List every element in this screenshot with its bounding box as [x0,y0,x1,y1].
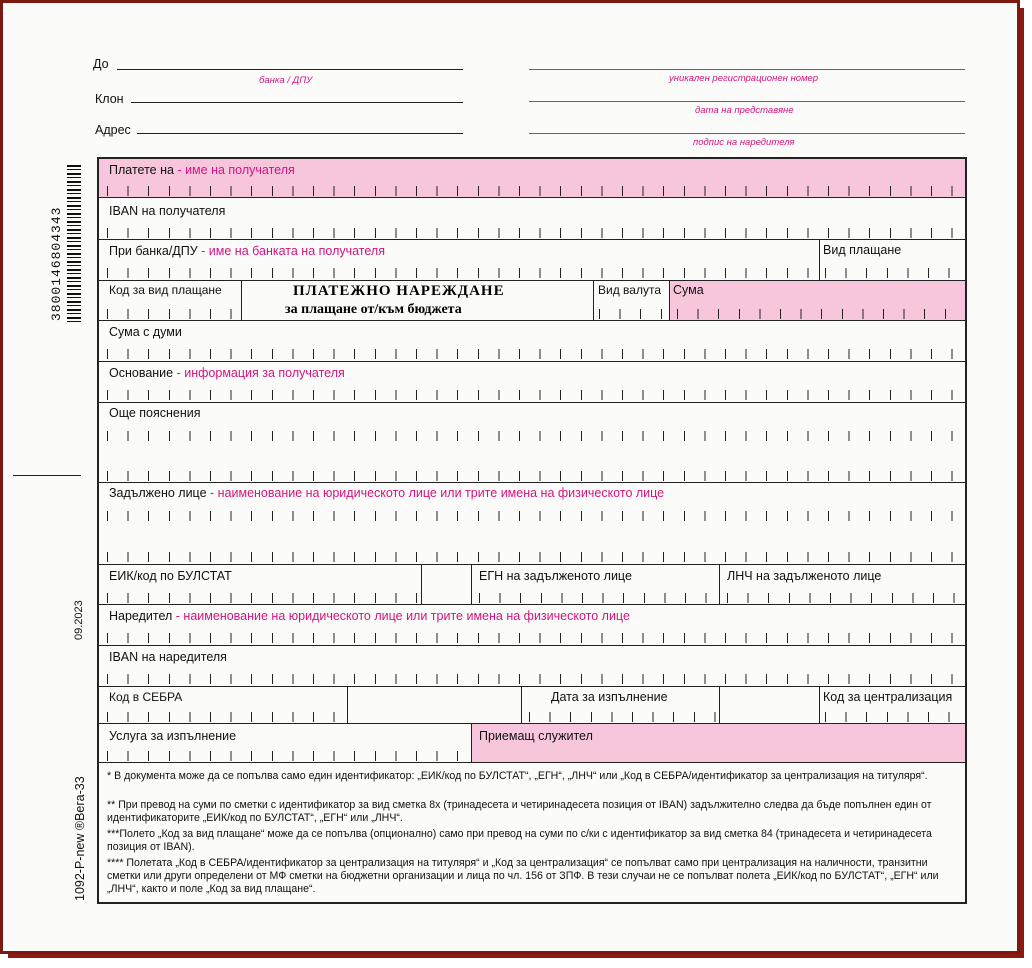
payment-code-label: Код за вид плащане [109,283,222,297]
form-title: ПЛАТЕЖНО НАРЕЖДАНЕ [293,283,505,299]
bank-cells[interactable] [107,268,817,278]
more-info-cells-2[interactable] [107,471,963,481]
address-line[interactable] [137,133,463,134]
signature-line[interactable] [529,133,965,134]
orderer-cells[interactable] [107,633,963,643]
reg-number-line[interactable] [529,69,965,70]
amount-cells[interactable] [677,309,963,319]
amount-label: Сума [673,283,704,297]
service-cells[interactable] [107,751,469,761]
branch-line[interactable] [131,102,463,103]
date-hint: дата на представяне [695,105,794,116]
barcode-number: 3800146804343 [49,206,64,321]
date-line[interactable] [529,101,965,102]
iban-orderer-cells[interactable] [107,674,963,684]
currency-cells[interactable] [599,309,665,319]
lnch-label: ЛНЧ на задълженото лице [727,569,882,583]
reg-number-hint: уникален регистрационен номер [669,73,819,84]
margin-rule [13,475,81,476]
address-label: Адрес [95,123,131,137]
reason-cells[interactable] [107,390,963,400]
to-line[interactable] [117,69,463,70]
pay-to-label: Платете на - име на получателя [109,163,295,177]
sebra-label: Код в СЕБРА [109,690,183,704]
payment-code-cells[interactable] [107,309,239,319]
exec-date-label: Дата за изпълнение [551,690,668,704]
pay-to-cells[interactable] [107,186,963,196]
to-hint: банка / ДПУ [259,75,313,86]
signature-hint: подпис на наредителя [693,137,795,148]
iban-orderer-label: IBAN на наредителя [109,650,227,664]
print-date: 09.2023 [73,600,85,640]
payment-kind-cells[interactable] [825,268,963,278]
iban-recipient-cells[interactable] [107,228,963,238]
barcode [67,165,81,325]
to-label: До [93,57,109,71]
note-2: ** При превод на суми по сметки с идентификатор за вид сметка 8х (тринадесета и четиринадесета позиция от IBAN) задължително следва да бъде попълнен един от идентификаторите „ЕИК/код по БУЛСТАТ“, „ЕГН“ или „ЛНЧ“. [107,799,932,824]
central-code-label: Код за централизация [823,690,953,704]
more-info-cells-1[interactable] [107,431,963,441]
reason-label: Основание - информация за получателя [109,366,345,380]
lnch-cells[interactable] [727,593,963,603]
bank-label: При банка/ДПУ - име на банката на получателя [109,244,385,258]
branch-label: Клон [95,92,124,106]
service-label: Услуга за изпълнение [109,729,237,743]
egn-label: ЕГН на задълженото лице [479,569,632,583]
orderer-label: Наредител - наименование на юридическото лице или трите имена на физическото лице [109,609,630,623]
form-subtitle: за плащане от/към бюджета [285,302,462,317]
document-frame [2,2,1018,952]
note-3: ***Полето „Код за вид плащане“ може да се попълва (опционално) само при превод на суми по с/ки с идентификатор за вид сметка 84 (тринадесета и четиринадесета позиция от IBAN). [107,828,932,853]
exec-date-cells[interactable] [529,712,717,722]
central-code-cells[interactable] [825,712,963,722]
obliged-cells-1[interactable] [107,511,963,521]
note-4: **** Полетата „Код в СЕБРА/идентификатор за централизация на титуляря“ и „Код за централизация“ се попълват само при централизация на наличности, транзитни сметки или други определени от МФ сметки на бюджетни организации и лица по чл. 156 от ЗПФ. В тези случаи не се попълват полета „ЕИК/код по БУЛСТАТ“, „ЕГН“ или „ЛНЧ“, както и поле „Код за вид плащане“. [107,857,939,895]
eik-label: ЕИК/код по БУЛСТАТ [109,569,232,583]
form-code: 1092-P-new ®Вега-33 [73,776,87,901]
obliged-label: Задължено лице - наименование на юридическото лице или трите имена на физическото лице [109,486,665,500]
eik-cells[interactable] [107,593,419,603]
note-1: * В документа може да се попълва само един идентификатор: „ЕИК/код по БУЛСТАТ“, „ЕГН“, „ЛНЧ“ или „Код в СЕБРА/идентификатор за централизация на титуляря“. [107,770,928,782]
egn-cells[interactable] [479,593,717,603]
currency-label: Вид валута [598,283,661,297]
more-info-label: Още пояснения [109,406,201,420]
payment-kind-label: Вид плащане [823,243,902,257]
obliged-cells-2[interactable] [107,552,963,562]
amount-words-label: Сума с думи [109,325,182,339]
payment-form [97,157,967,904]
iban-recipient-label: IBAN на получателя [109,204,226,218]
sebra-cells[interactable] [107,712,345,722]
amount-words-cells[interactable] [107,349,963,359]
clerk-label: Приемащ служител [479,729,593,743]
